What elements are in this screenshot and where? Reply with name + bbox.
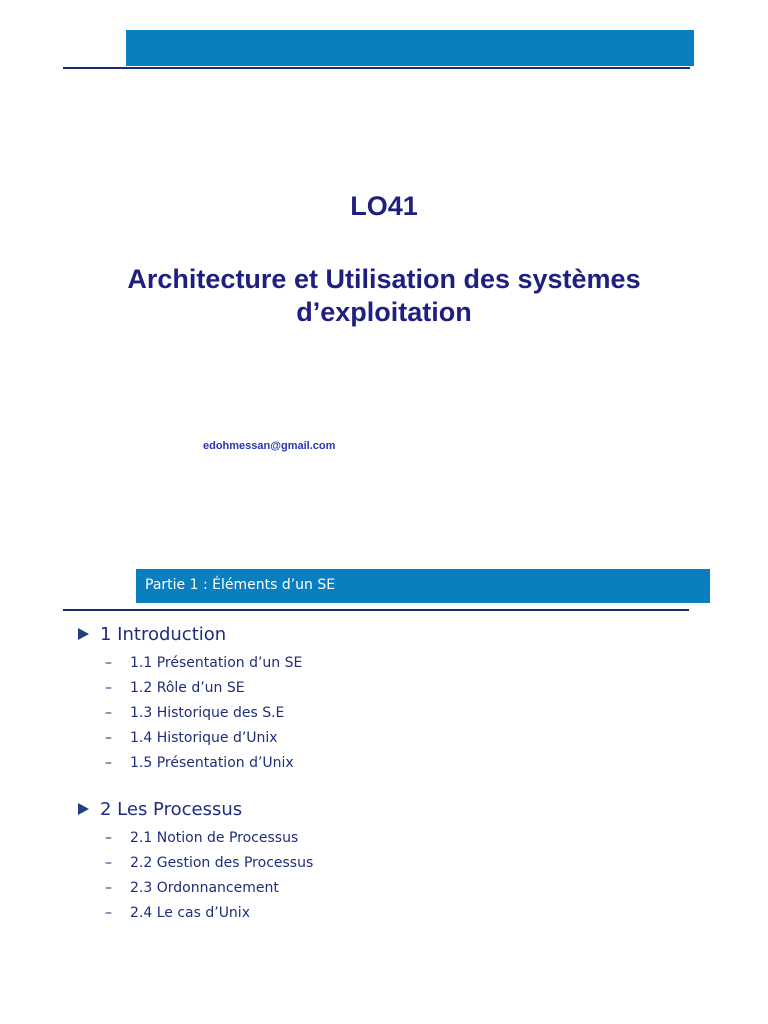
list-item-label: 2.4 Le cas d’Unix [130,904,250,921]
triangle-right-icon [78,628,89,640]
chapter-heading [78,797,698,821]
list-item [105,900,698,925]
list-item [105,675,698,700]
list-item-label: 1.4 Historique d’Unix [130,729,278,746]
course-title-line-2: d’exploitation [296,297,472,327]
list-item-label: 1.2 Rôle d’un SE [130,679,245,696]
list-item-label: 1.5 Présentation d’Unix [130,754,294,771]
dash-bullet: – [105,879,112,896]
chapter-items [78,825,698,925]
list-item-label: 1.3 Historique des S.E [130,704,285,721]
chapter-2 [78,797,698,925]
chapter-title: 1 Introduction [100,623,227,645]
section-title: Partie 1 : Éléments d’un SE [145,577,336,593]
list-item [105,750,698,775]
chapter-items [78,650,698,775]
list-item [105,825,698,850]
dash-bullet: – [105,904,112,921]
list-item [105,725,698,750]
dash-bullet: – [105,654,112,671]
slide-header-rule [63,67,690,69]
author-email: edohmessan@gmail.com [203,440,336,452]
list-item-label: 2.3 Ordonnancement [130,879,279,896]
chapter-1 [78,622,698,775]
outline [78,622,698,925]
dash-bullet: – [105,679,112,696]
dash-bullet: – [105,829,112,846]
list-item-label: 2.1 Notion de Processus [130,829,299,846]
triangle-right-icon [78,803,89,815]
course-title [60,263,708,329]
dash-bullet: – [105,704,112,721]
list-item-label: 1.1 Présentation d’un SE [130,654,303,671]
slide-header-bar [126,30,694,66]
dash-bullet: – [105,854,112,871]
course-code: LO41 [350,191,418,221]
list-item [105,650,698,675]
course-title-line-1: Architecture et Utilisation des systèmes [127,264,641,294]
chapter-title: 2 Les Processus [100,798,243,820]
list-item [105,875,698,900]
list-item-label: 2.2 Gestion des Processus [130,854,314,871]
section-header-bar [136,569,710,603]
chapter-heading [78,622,698,646]
dash-bullet: – [105,729,112,746]
list-item [105,850,698,875]
list-item [105,700,698,725]
section-header-rule [63,609,689,611]
dash-bullet: – [105,754,112,771]
